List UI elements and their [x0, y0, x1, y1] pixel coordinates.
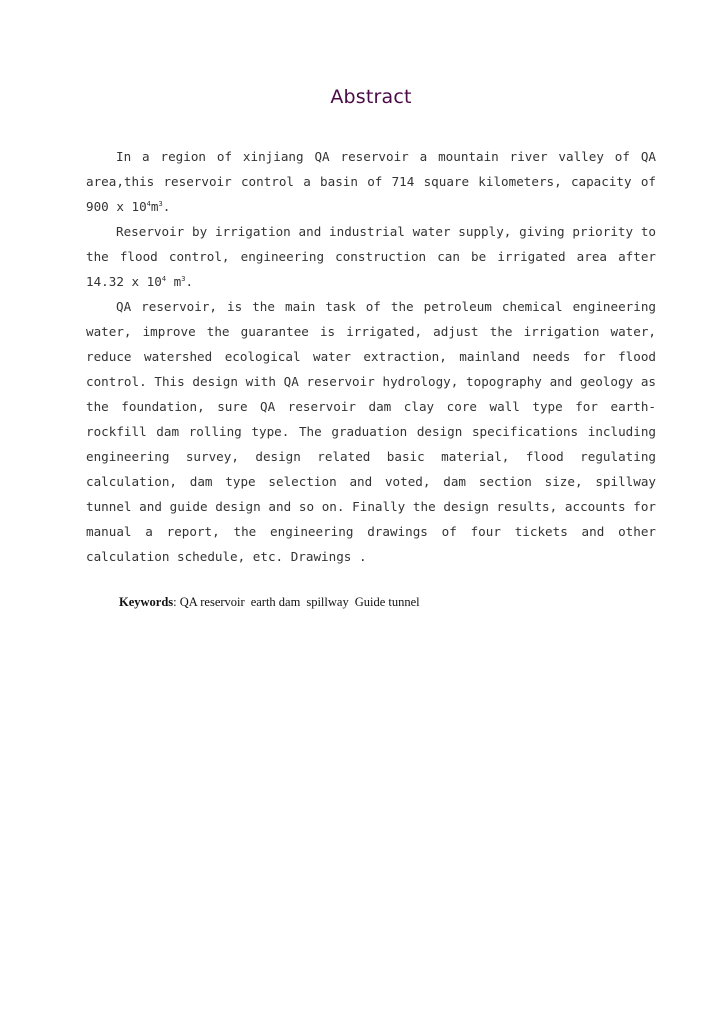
keyword-item: Guide tunnel: [354, 595, 420, 609]
paragraph-1-end: .: [162, 199, 171, 214]
paragraph-2-unit: m: [166, 274, 182, 289]
abstract-paragraph-3: QA reservoir, is the main task of the petroleum chemical engineering water, improve the guarantee is irrigated, adjust the irrigation water, reduce watershed ecological water extraction, mainland needs for flood control. This design with QA reservoir hydrology, topography and geology as the foundation, sure QA reservoir dam clay core wall type for earth-rockfill dam rolling type. The graduation design specifications including engineering survey, design related basic material, flood regulating calculation, dam type selection and voted, dam section size, spillway tunnel and guide design and so on. Finally the design results, accounts for manual a report, the engineering drawings of four tickets and other calculation schedule, etc. Drawings .: [86, 299, 656, 564]
paragraph-2-text: Reservoir by irrigation and industrial water supply, giving priority to the flood control, engineering construction can be irrigated area after 14.32 x 10: [86, 224, 656, 289]
keyword-item: spillway: [306, 595, 349, 609]
abstract-paragraph-1: [86, 144, 656, 219]
abstract-title: Abstract: [330, 86, 412, 108]
abstract-body: [86, 144, 656, 569]
keyword-item: earth dam: [250, 595, 301, 609]
paragraph-2-exponent-3: 3: [181, 275, 186, 283]
paragraph-1-unit: m: [150, 199, 159, 214]
keyword-item: QA reservoir: [179, 595, 245, 609]
paragraph-2-end: .: [185, 274, 194, 289]
keywords-line: [119, 595, 426, 610]
keywords-label: Keywords: [119, 595, 174, 609]
paragraph-1-text: In a region of xinjiang QA reservoir a mountain river valley of QA area,this reservoir control a basin of 714 square kilometers, capacity of 900 x 10: [86, 149, 656, 214]
paragraph-1-exponent-4: 4: [146, 200, 151, 208]
keywords-separator: :: [173, 595, 180, 609]
paragraph-1-exponent-3: 3: [158, 200, 163, 208]
paragraph-2-exponent-4: 4: [161, 275, 167, 283]
abstract-paragraph-2: [86, 219, 656, 294]
